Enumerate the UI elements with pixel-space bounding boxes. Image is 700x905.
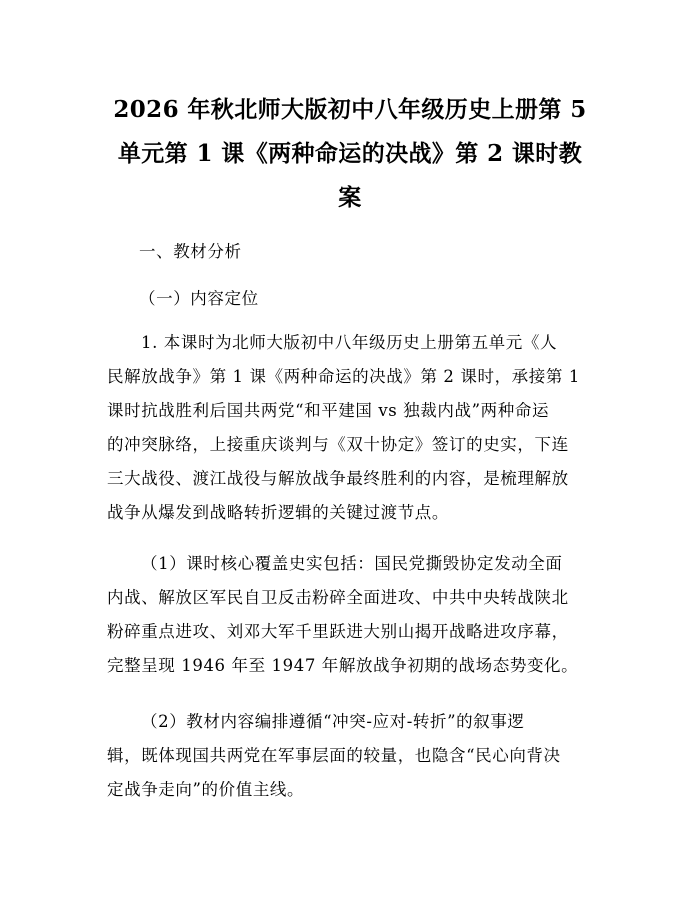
paragraph-line: 三大战役、渡江战役与解放战争最终胜利的内容，是梳理解放 <box>107 469 569 488</box>
paragraph-line: （1）课时核心覆盖史实包括：国民党撕毁协定发动全面 <box>141 554 563 573</box>
paragraph <box>107 547 593 683</box>
paragraph-line: 课时抗战胜利后国共两党“和平建国 vs 独裁内战”两种命运 <box>107 401 550 420</box>
paragraph-line: 战争从爆发到战略转折逻辑的关键过渡节点。 <box>107 503 449 522</box>
paragraph-line: 粉碎重点进攻、刘邓大军千里跃进大别山揭开战略进攻序幕， <box>107 622 569 641</box>
document-title <box>92 88 608 220</box>
paragraph-line: 定战争走向”的价值主线。 <box>107 780 305 799</box>
paragraph-line: 完整呈现 1946 年至 1947 年解放战争初期的战场态势变化。 <box>107 656 579 675</box>
title-line: 案 <box>338 184 362 211</box>
subsection-heading: （一）内容定位 <box>139 289 259 308</box>
paragraph <box>107 705 593 807</box>
paragraph-line: 辑，既体现国共两党在军事层面的较量，也隐含“民心向背决 <box>107 746 561 765</box>
title-line: 2026 年秋北师大版初中八年级历史上册第 5 <box>113 96 587 123</box>
paragraph-line: 1. 本课时为北师大版初中八年级历史上册第五单元《人 <box>141 333 558 352</box>
paragraph-line: （2）教材内容编排遵循“冲突-应对-转折”的叙事逻 <box>141 712 525 731</box>
section-heading: 一、教材分析 <box>139 242 242 261</box>
title-line: 单元第 1 课《两种命运的决战》第 2 课时教 <box>117 140 583 167</box>
paragraph-line: 的冲突脉络，上接重庆谈判与《双十协定》签订的史实，下连 <box>107 435 569 454</box>
paragraph-line: 内战、解放区军民自卫反击粉碎全面进攻、中共中央转战陕北 <box>107 588 569 607</box>
paragraph <box>107 326 593 530</box>
paragraph-line: 民解放战争》第 1 课《两种命运的决战》第 2 课时，承接第 1 <box>107 367 580 386</box>
